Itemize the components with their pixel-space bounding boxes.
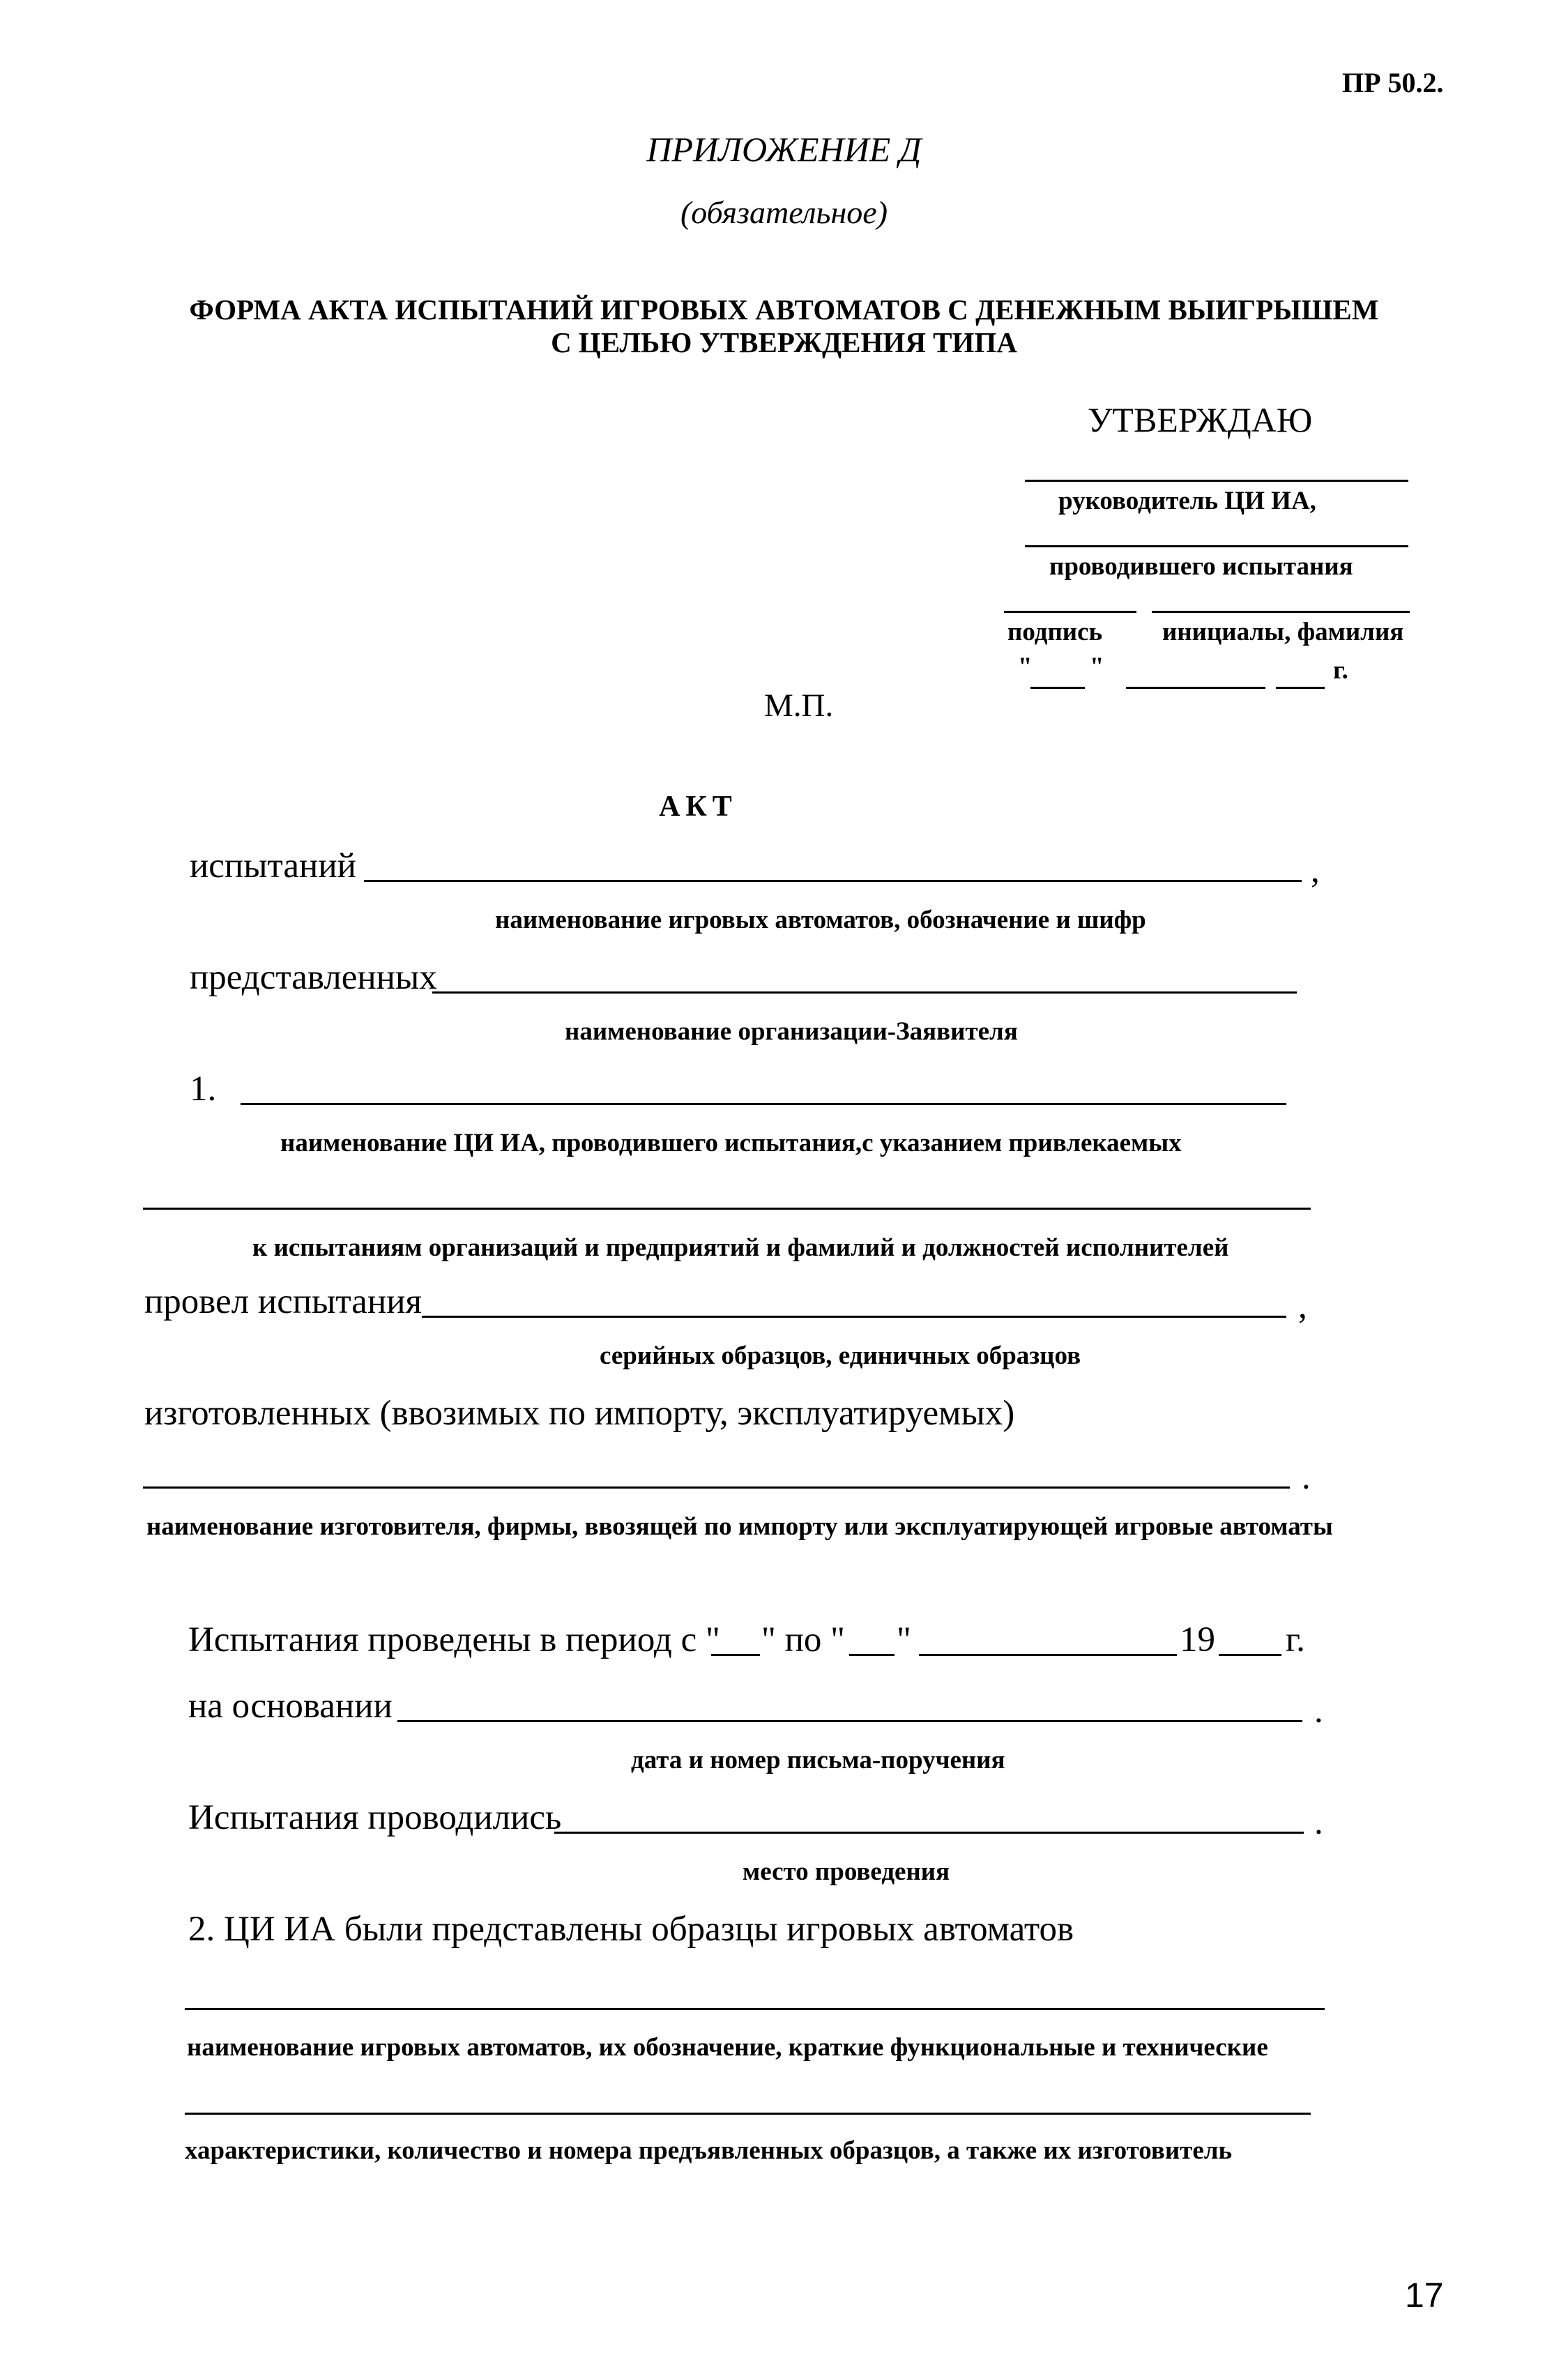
manufacturer-line [143,1486,1290,1489]
item2-caption1: наименование игровых автоматов, их обозначение, краткие функциональные и технические [187,2033,1268,2062]
tests-caption: наименование игровых автоматов, обозначение и шифр [495,906,1146,934]
approval-head-label: руководитель ЦИ ИА, [1058,487,1316,515]
name-line [1152,611,1410,613]
presented-word: представленных [190,958,437,997]
period-text-a: Испытания проведены в период с " [188,1620,720,1659]
page-number: 17 [1405,2276,1444,2315]
form-title-line1: ФОРМА АКТА ИСПЫТАНИЙ ИГРОВЫХ АВТОМАТОВ С ДЕНЕЖНЫМ ВЫИГРЫШЕМ [189,294,1379,326]
manufacturer-caption: наименование изготовителя, фирмы, ввозящей по импорту или эксплуатирующей игровые автоматы [146,1512,1333,1541]
signature-label: подпись [1007,618,1103,646]
date-month-line [1126,687,1265,689]
place-word: Испытания проводились [188,1798,562,1837]
stamp-place: М.П. [764,687,834,724]
presented-line [432,991,1297,994]
item2-caption2: характеристики, количество и номера предъявленных образцов, а также их изготовитель [185,2136,1233,2165]
approval-org-label: проводившего испытания [1049,552,1353,581]
basis-word: на основании [188,1687,393,1726]
appendix-title: ПРИЛОЖЕНИЕ Д [646,130,922,169]
item1-line [241,1103,1286,1105]
basis-line [397,1720,1302,1722]
place-caption: место проведения [743,1857,950,1886]
place-period: . [1314,1803,1323,1842]
item2-line1 [185,2008,1325,2010]
manufactured-text: изготовленных (ввозимых по импорту, эксплуатируемых) [144,1394,1015,1433]
date-day-line [1030,687,1085,689]
basis-period: . [1314,1691,1323,1731]
period-text-c: " [897,1620,911,1659]
period-month-line [919,1654,1177,1656]
item1-caption: наименование ЦИ ИА, проводившего испытания,с указанием привлекаемых [280,1129,1182,1157]
signature-line [1004,611,1136,613]
item1-caption2: к испытаниям организаций и предприятий и фамилий и должностей исполнителей [252,1233,1229,1262]
approval-org-line [1025,545,1408,547]
item2-line2 [185,2113,1311,2115]
approval-head-line [1025,480,1408,482]
period-to-line [849,1654,895,1656]
period-year-line [1219,1654,1281,1656]
period-from-line [711,1654,760,1656]
document-code: ПР 50.2. [1342,67,1444,98]
date-quote-open: " [1018,653,1033,681]
name-label: инициалы, фамилия [1162,618,1404,646]
date-quote-close: " [1090,653,1104,681]
conducted-comma: , [1298,1287,1307,1326]
act-title: АКТ [659,791,738,823]
date-year-line [1276,687,1325,689]
approval-heading: УТВЕРЖДАЮ [1088,400,1313,439]
manufacturer-period: . [1302,1458,1311,1497]
item2-text: 2. ЦИ ИА были представлены образцы игровых автоматов [188,1910,1074,1949]
appendix-status: (обязательное) [680,195,888,230]
date-year-suffix: г. [1333,656,1348,685]
conducted-word: провел испытания [144,1282,422,1321]
tests-line [364,880,1302,882]
period-text-b: " по " [761,1620,845,1659]
tests-comma: , [1311,851,1320,890]
presented-caption: наименование организации-Заявителя [565,1017,1018,1046]
period-century: 19 [1180,1620,1215,1659]
item1-number: 1. [190,1070,217,1109]
conducted-caption: серийных образцов, единичных образцов [600,1341,1081,1370]
period-year-mark: г. [1286,1620,1305,1659]
place-line [554,1832,1304,1834]
form-title-line2: С ЦЕЛЬЮ УТВЕРЖДЕНИЯ ТИПА [551,326,1017,358]
basis-caption: дата и номер письма-поручения [631,1746,1005,1774]
item1-line2 [143,1208,1311,1210]
tests-word: испытаний [190,846,356,885]
conducted-line [422,1316,1286,1318]
